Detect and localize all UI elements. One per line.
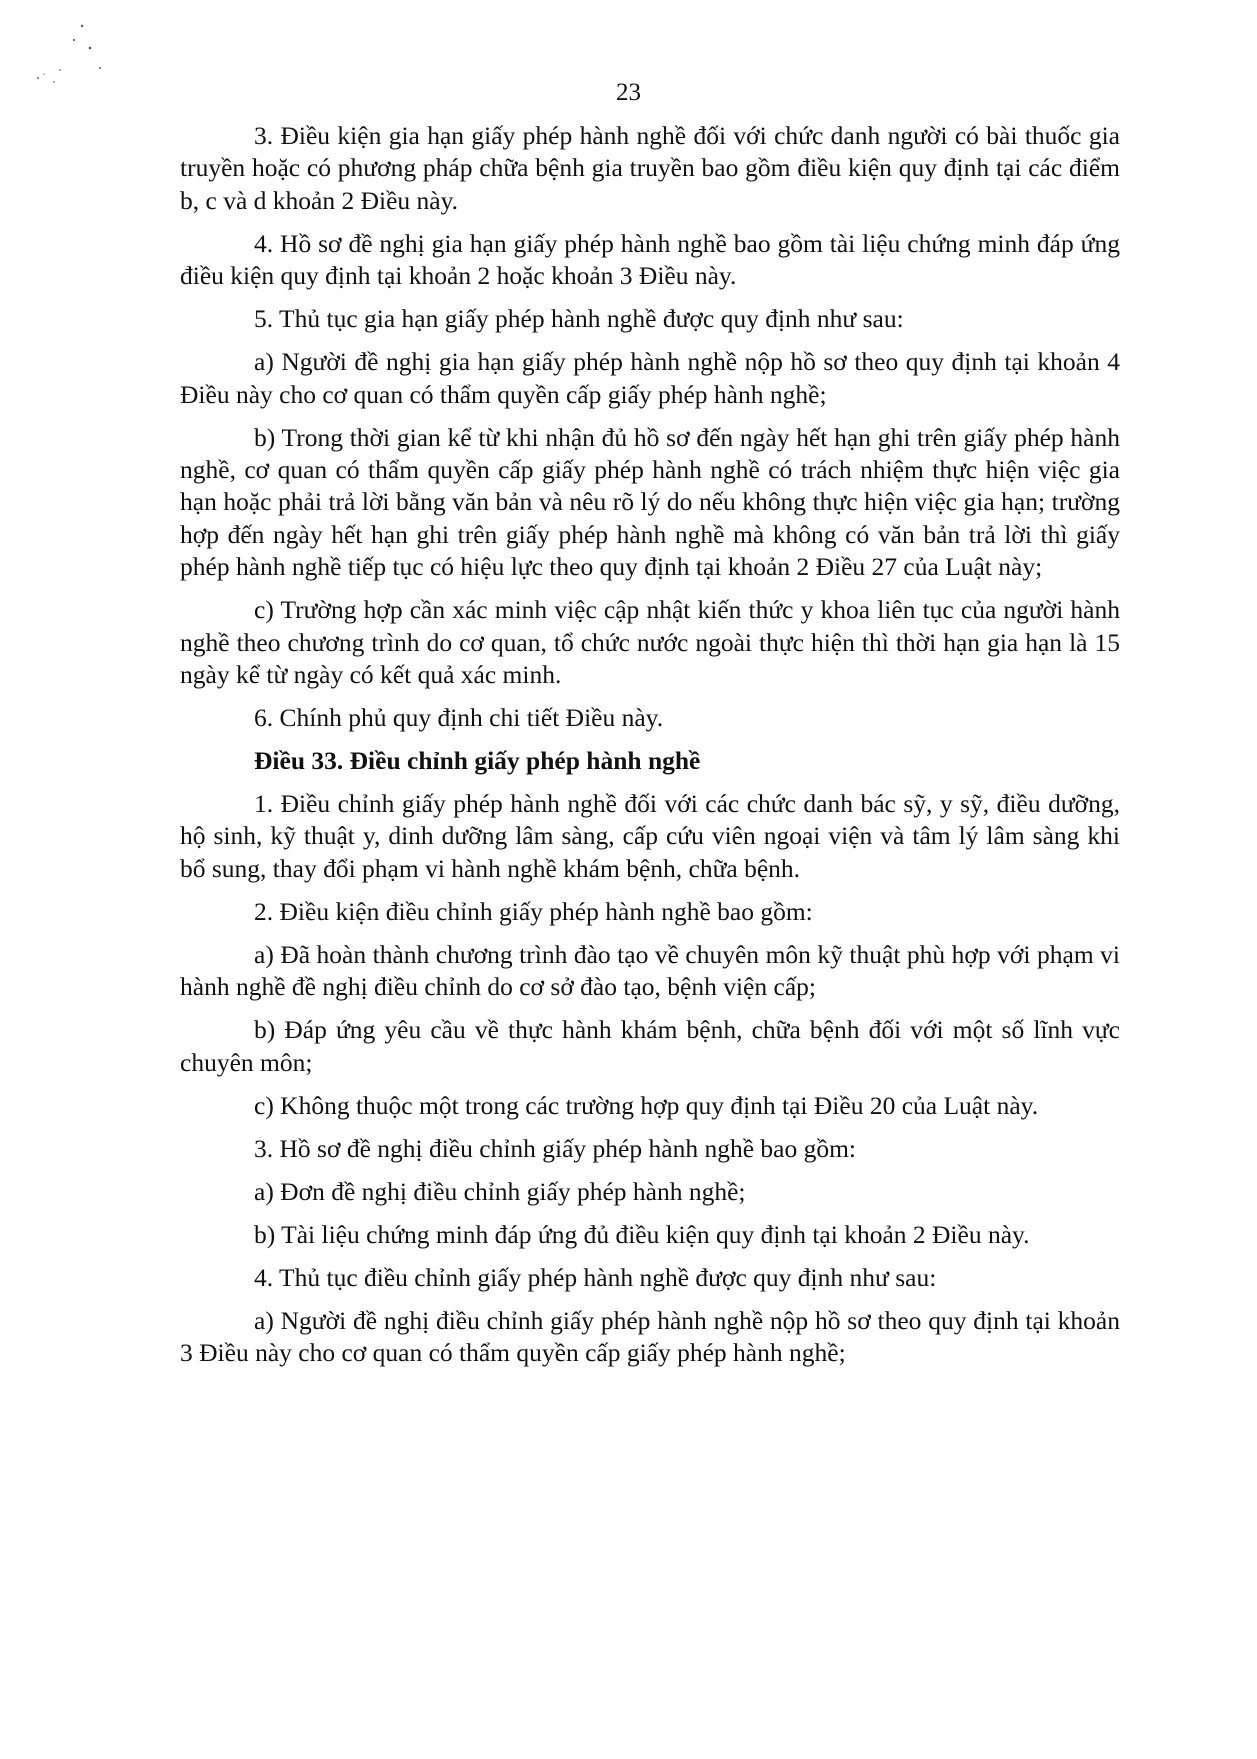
paragraph: c) Trường hợp cần xác minh việc cập nhật kiến thức y khoa liên tục của người hành nghề theo chương trình do cơ quan, tổ chức nước ngoài thực hiện thì thời hạn gia hạn là 15 ngày kể từ ngày có kết quả xác minh. [180,595,1120,690]
document-body [180,120,1120,1380]
paragraph: 3. Điều kiện gia hạn giấy phép hành nghề đối với chức danh người có bài thuốc gia truyền hoặc có phương pháp chữa bệnh gia truyền bao gồm điều kiện quy định tại các điểm b, c và d khoản 2 Điều này. [180,121,1120,215]
paragraph: 3. Hồ sơ đề nghị điều chỉnh giấy phép hành nghề bao gồm: [254,1133,857,1163]
paragraph: 5. Thủ tục gia hạn giấy phép hành nghề được quy định như sau: [254,304,904,334]
paragraph: a) Người đề nghị gia hạn giấy phép hành nghề nộp hồ sơ theo quy định tại khoản 4 Điều này cho cơ quan có thẩm quyền cấp giấy phép hành nghề; [180,347,1120,409]
paragraph: a) Người đề nghị điều chỉnh giấy phép hành nghề nộp hồ sơ theo quy định tại khoản 3 Điều này cho cơ quan có thẩm quyền cấp giấy phép hành nghề; [180,1305,1120,1368]
paragraph: a) Đã hoàn thành chương trình đào tạo về chuyên môn kỹ thuật phù hợp với phạm vi hành nghề đề nghị điều chỉnh do cơ sở đào tạo, bệnh viện cấp; [180,939,1120,1002]
paragraph: b) Tài liệu chứng minh đáp ứng đủ điều kiện quy định tại khoản 2 Điều này. [254,1219,1030,1249]
paragraph: 6. Chính phủ quy định chi tiết Điều này. [254,703,664,733]
paragraph: 2. Điều kiện điều chỉnh giấy phép hành nghề bao gồm: [254,896,813,926]
paragraph: 4. Thủ tục điều chỉnh giấy phép hành nghề được quy định như sau: [254,1262,937,1292]
paragraph: b) Trong thời gian kể từ khi nhận đủ hồ sơ đến ngày hết hạn ghi trên giấy phép hành nghề, cơ quan có thẩm quyền cấp giấy phép hành nghề có trách nhiệm thực hiện việc gia hạn hoặc phải trả lời bằng văn bản và nêu rõ lý do nếu không thực hiện việc gia hạn; trường hợp đến ngày hết hạn ghi trên giấy phép hành nghề mà không có văn bản trả lời thì giấy phép hành nghề tiếp tục có hiệu lực theo quy định tại khoản 2 Điều 27 của Luật này; [180,422,1120,582]
paragraph: c) Không thuộc một trong các trường hợp quy định tại Điều 20 của Luật này. [254,1090,1039,1120]
article-heading: Điều 33. Điều chỉnh giấy phép hành nghề [254,746,701,776]
paragraph: a) Đơn đề nghị điều chỉnh giấy phép hành nghề; [254,1176,746,1206]
paragraph: b) Đáp ứng yêu cầu về thực hành khám bệnh, chữa bệnh đối với một số lĩnh vực chuyên môn; [180,1015,1120,1077]
page-number: 23 [616,79,641,106]
paragraph: 4. Hồ sơ đề nghị gia hạn giấy phép hành nghề bao gồm tài liệu chứng minh đáp ứng điều kiện quy định tại khoản 2 hoặc khoản 3 Điều này. [180,228,1120,291]
paragraph: 1. Điều chỉnh giấy phép hành nghề đối với các chức danh bác sỹ, y sỹ, điều dưỡng, hộ sinh, kỹ thuật y, dinh dưỡng lâm sàng, cấp cứu viên ngoại viện và tâm lý lâm sàng khi bổ sung, thay đổi phạm vi hành nghề khám bệnh, chữa bệnh. [180,789,1120,883]
